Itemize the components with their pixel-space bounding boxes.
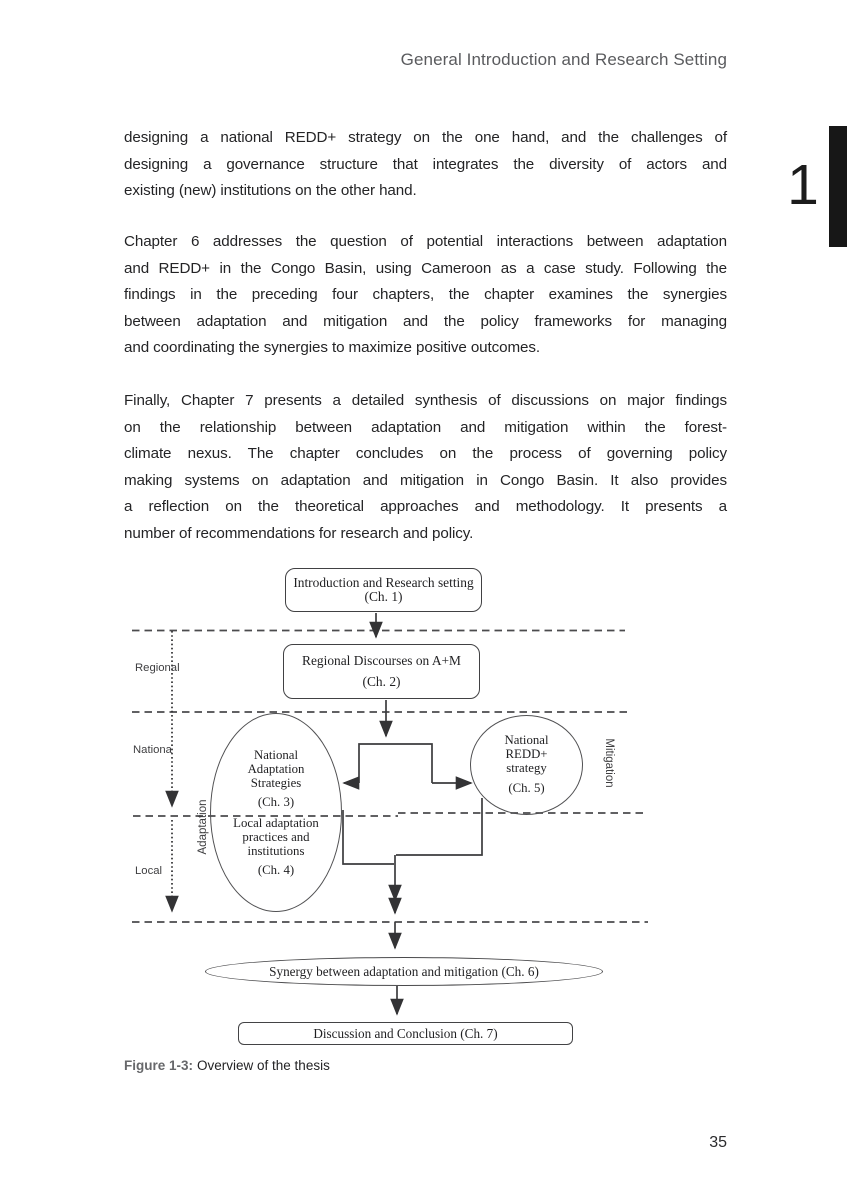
text-line: a reflection on the theoretical approaches and methodology. It presents a	[124, 498, 727, 515]
node-label: National	[253, 748, 299, 762]
node-label: REDD+	[505, 746, 548, 761]
text-line: on the relationship between adaptation and mitigation within the forest-	[124, 418, 727, 436]
level-label-local: Local	[135, 865, 163, 877]
node-discussion-conclusion-box	[238, 1022, 573, 1045]
node-label: institutions	[247, 844, 305, 858]
page-number: 35	[709, 1134, 727, 1151]
text-line: making systems on adaptation and mitigation in Congo Basin. It also provides	[124, 471, 727, 489]
level-label-national: Nationa	[133, 744, 172, 756]
axis-label-mitigation: Mitigation	[603, 738, 615, 788]
node-label: Strategies	[250, 776, 302, 790]
figure-caption-text: Overview of the thesis	[197, 1058, 330, 1073]
figure-caption	[124, 1058, 330, 1073]
node-label: strategy	[506, 760, 547, 775]
text-line: Finally, Chapter 7 presents a detailed synthesis of discussions on major findings	[124, 392, 727, 409]
level-label-regional: Regional	[135, 662, 180, 674]
running-header: General Introduction and Research Setting	[400, 50, 727, 69]
node-label: Introduction and Research setting	[293, 574, 474, 590]
text-line: and coordinating the synergies to maximize positive outcomes.	[124, 339, 540, 356]
figure-caption-label: Figure 1-3:	[124, 1058, 194, 1073]
text-line: between adaptation and mitigation and the policy frameworks for managing	[124, 312, 727, 330]
text-line: number of recommendations for research and policy.	[124, 524, 474, 542]
text-line: findings in the preceding four chapters, the chapter examines the synergies	[124, 286, 727, 303]
node-label: Local adaptation	[233, 816, 319, 830]
text-line: designing a governance structure that integrates the diversity of actors and	[124, 155, 727, 173]
node-label: National	[504, 732, 549, 747]
node-label: Adaptation	[247, 762, 305, 776]
node-chapter-ref: (Ch. 4)	[257, 863, 295, 877]
node-chapter-ref: (Ch. 5)	[508, 781, 545, 796]
node-regional-discourses-box	[283, 644, 480, 699]
node-chapter-ref: (Ch. 1)	[364, 589, 403, 604]
text-line: existing (new) institutions on the other hand.	[124, 182, 417, 199]
node-label: Discussion and Conclusion (Ch. 7)	[313, 1025, 498, 1041]
node-label: Regional Discourses on A+M	[302, 653, 461, 668]
node-chapter-ref: (Ch. 3)	[257, 795, 295, 809]
node-label: Synergy between adaptation and mitigation (Ch. 6)	[269, 963, 539, 979]
circle-national-redd-strategy	[470, 715, 583, 815]
node-label: practices and	[242, 830, 310, 844]
text-line: Chapter 6 addresses the question of potential interactions between adaptation	[124, 233, 727, 250]
ellipse-adaptation-strategies	[210, 713, 342, 912]
ellipse-synergy	[205, 957, 603, 986]
node-chapter-ref: (Ch. 2)	[362, 674, 401, 689]
chapter-number: 1	[787, 153, 819, 217]
text-line: designing a national REDD+ strategy on the one hand, and the challenges of	[124, 129, 727, 146]
text-line: climate nexus. The chapter concludes on the process of governing policy	[124, 445, 727, 462]
node-introduction-box	[285, 568, 482, 612]
axis-label-adaptation: Adaptation	[197, 799, 209, 855]
text-line: and REDD+ in the Congo Basin, using Cameroon as a case study. Following the	[124, 259, 727, 277]
